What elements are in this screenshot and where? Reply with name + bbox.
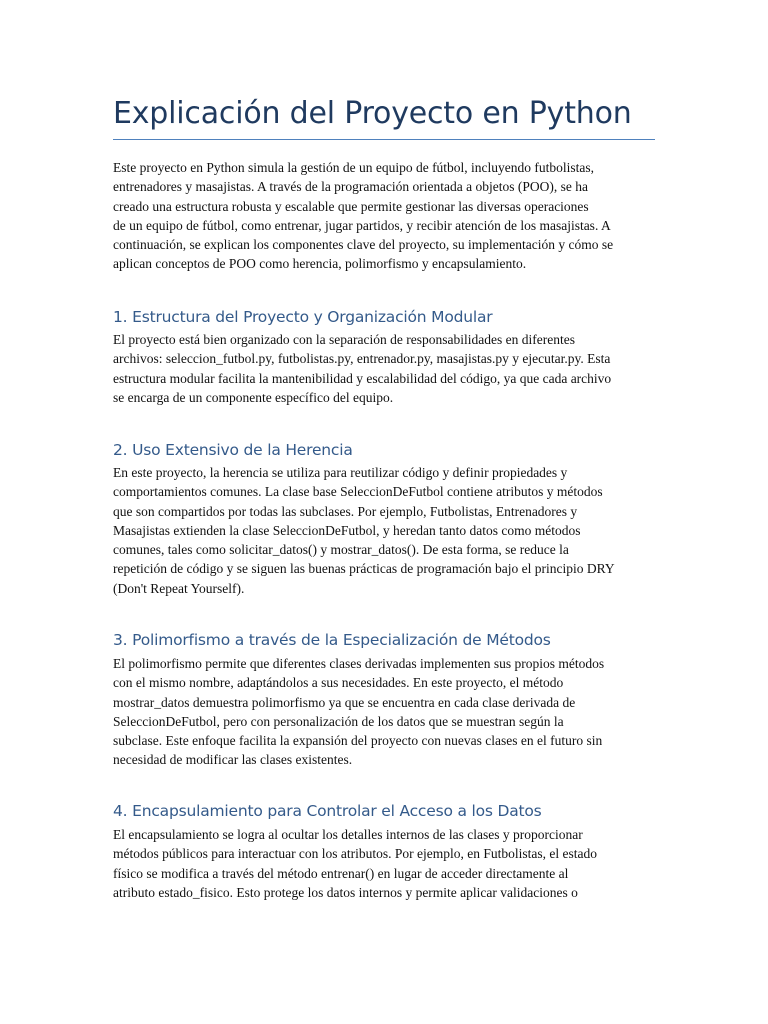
- section-4-body: El encapsulamiento se logra al ocultar los detalles internos de las clases y proporcionar métodos públicos para interactuar con los atributos. Por ejemplo, en Futbolistas, el estado físico se modifica a través del método entrenar() en lugar de acceder directamente al atributo estado_fisico. Esto protege los datos internos y permite aplicar validaciones o: [113, 827, 598, 900]
- section-2-heading: 2. Uso Extensivo de la Herencia: [113, 441, 353, 459]
- section-4-heading: 4. Encapsulamiento para Controlar el Acceso a los Datos: [113, 802, 542, 820]
- page-title: Explicación del Proyecto en Python: [113, 96, 632, 131]
- section-1-heading: 1. Estructura del Proyecto y Organización Modular: [113, 308, 493, 326]
- section-3-body: El polimorfismo permite que diferentes clases derivadas implementen sus propios métodos con el mismo nombre, adaptándolos a sus necesidades. En este proyecto, el método mostrar_datos demuestra polimorfismo ya que se encuentra en cada clase derivada de SeleccionDeFutbol, pero con personalización de los datos que se muestran según la subclase. Este enfoque facilita la expansión del proyecto con nuevas clases en el futuro sin necesidad de modificar las clases existentes.: [113, 656, 605, 768]
- section-1-body: El proyecto está bien organizado con la separación de responsabilidades en diferentes archivos: seleccion_futbol.py, futbolistas.py, entrenador.py, masajistas.py y ejecutar.py. Esta estructura modular facilita la mantenibilidad y escalabilidad del código, ya que cada archivo se encarga de un componente específico del equipo.: [113, 332, 612, 405]
- intro-paragraph: Este proyecto en Python simula la gestión de un equipo de fútbol, incluyendo futbolistas, entrenadores y masajistas. A través de la programación orientada a objetos (POO), se ha creado una estructura robusta y escalable que permite gestionar las diversas operaciones de un equipo de fútbol, como entrenar, jugar partidos, y recibir atención de los masajistas. A continuación, se explican los componentes clave del proyecto, su implementación y cómo se aplican conceptos de POO como herencia, polimorfismo y encapsulamiento.: [113, 160, 614, 272]
- section-2-body: En este proyecto, la herencia se utiliza para reutilizar código y definir propiedades y comportamientos comunes. La clase base SeleccionDeFutbol contiene atributos y métodos que son compartidos por todas las subclases. Por ejemplo, Futbolistas, Entrenadores y Masajistas extienden la clase SeleccionDeFutbol, y heredan tanto datos como métodos comunes, tales como solicitar_datos() y mostrar_datos(). De esta forma, se reduce la repetición de código y se siguen las buenas prácticas de programación bajo el principio DRY (Don't Repeat Yourself).: [113, 465, 615, 596]
- title-underline: [113, 139, 655, 140]
- section-3-heading: 3. Polimorfismo a través de la Especialización de Métodos: [113, 631, 551, 649]
